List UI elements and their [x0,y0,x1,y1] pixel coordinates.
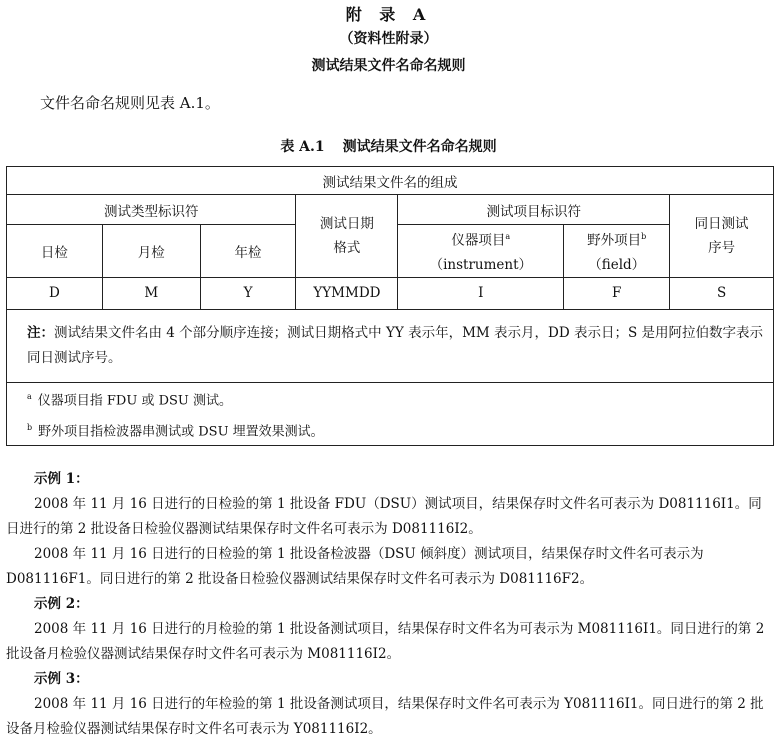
footnote-a-mark: a [27,391,32,401]
value-monthly: M [102,277,200,309]
example-1-label: 示例 1： [34,471,89,487]
annex-name: 测试结果文件名命名规则 [311,58,466,74]
footnote-ref-b: b [641,232,647,241]
example-3-paragraph: 2008 年 11 月 16 日进行的年检验的第 1 批设备测试项目，结果保存时文件名可表示为 Y081116I1。同日进行的第 2 批设备月检验仪器测试结果保存时文件名可表示为 Y081116I2。 [6,696,764,737]
header-monthly: 月检 [102,225,200,278]
table-note [7,309,774,382]
example-2-paragraph: 2008 年 11 月 16 日进行的月检验的第 1 批设备测试项目，结果保存时文件名为可表示为 M081116I1。同日进行的第 2 批设备月检验仪器测试结果保存时文件名可表示为 M081116I2。 [6,621,765,662]
header-yearly: 年检 [200,225,296,278]
header-date-format-line1: 测试日期 [319,215,374,232]
value-yearly: Y [200,277,296,309]
table-caption [0,136,777,156]
table-caption-title: 测试结果文件名命名规则 [342,139,497,155]
header-sequence-line1: 同日测试 [694,215,749,232]
header-instrument-label: 仪器项目 [451,232,506,249]
footnote-b-text: 野外项目指检波器串测试或 DSU 埋置效果测试。 [38,424,324,440]
header-instrument-en: （instrument） [429,256,533,273]
example-1-paragraph-2: 2008 年 11 月 16 日进行的日检验的第 1 批设备检波器（DSU 倾斜度）测试项目，结果保存时文件名可表示为 D081116F1。同日进行的第 2 批设备日检验仪器测试结果保存时文件名可表示为 D081116F2。 [6,546,704,587]
annex-title: 附 录 A [345,5,432,24]
header-sequence-line2: 序号 [708,239,736,256]
note-text: 测试结果文件名由 4 个部分顺序连接；测试日期格式中 YY 表示年，MM 表示月，DD 表示日；S 是用阿拉伯数字表示同日测试序号。 [27,324,763,366]
value-date-format: YYMMDD [296,277,398,309]
annex-type: （资料性附录） [339,31,438,47]
footnote-a [27,383,765,414]
header-date-format-line2: 格式 [333,239,361,256]
table-caption-number: 表 A.1 [280,139,325,155]
header-sequence [670,195,774,278]
example-1-paragraph-1: 2008 年 11 月 16 日进行的日检验的第 1 批设备 FDU（DSU）测试项目，结果保存时文件名可表示为 D081116I1。同日进行的第 2 批设备日检验仪器测试结果保存时文件名可表示为 D081116I2。 [6,496,762,537]
footnote-ref-a: a [505,232,511,241]
header-daily: 日检 [7,225,103,278]
value-instrument: I [398,277,564,309]
examples-section [6,467,772,742]
header-instrument [398,225,564,278]
naming-rule-table [6,166,774,446]
header-test-item: 测试项目标识符 [398,195,670,225]
table-footnotes [7,382,774,446]
header-field-en: （field） [588,256,646,273]
header-field-label: 野外项目 [587,232,642,249]
note-label: 注： [27,324,54,341]
example-3-label: 示例 3： [34,671,89,687]
footnote-b [27,414,765,445]
footnote-b-mark: b [27,422,33,432]
value-sequence: S [670,277,774,309]
table-header-top: 测试结果文件名的组成 [7,167,774,195]
header-field [564,225,670,278]
footnote-a-text: 仪器项目指 FDU 或 DSU 测试。 [37,392,232,408]
intro-paragraph: 文件名命名规则见表 A.1。 [40,94,220,112]
value-field: F [564,277,670,309]
header-date-format [296,195,398,278]
value-daily: D [7,277,103,309]
example-2-label: 示例 2： [34,596,89,612]
header-test-type: 测试类型标识符 [7,195,296,225]
